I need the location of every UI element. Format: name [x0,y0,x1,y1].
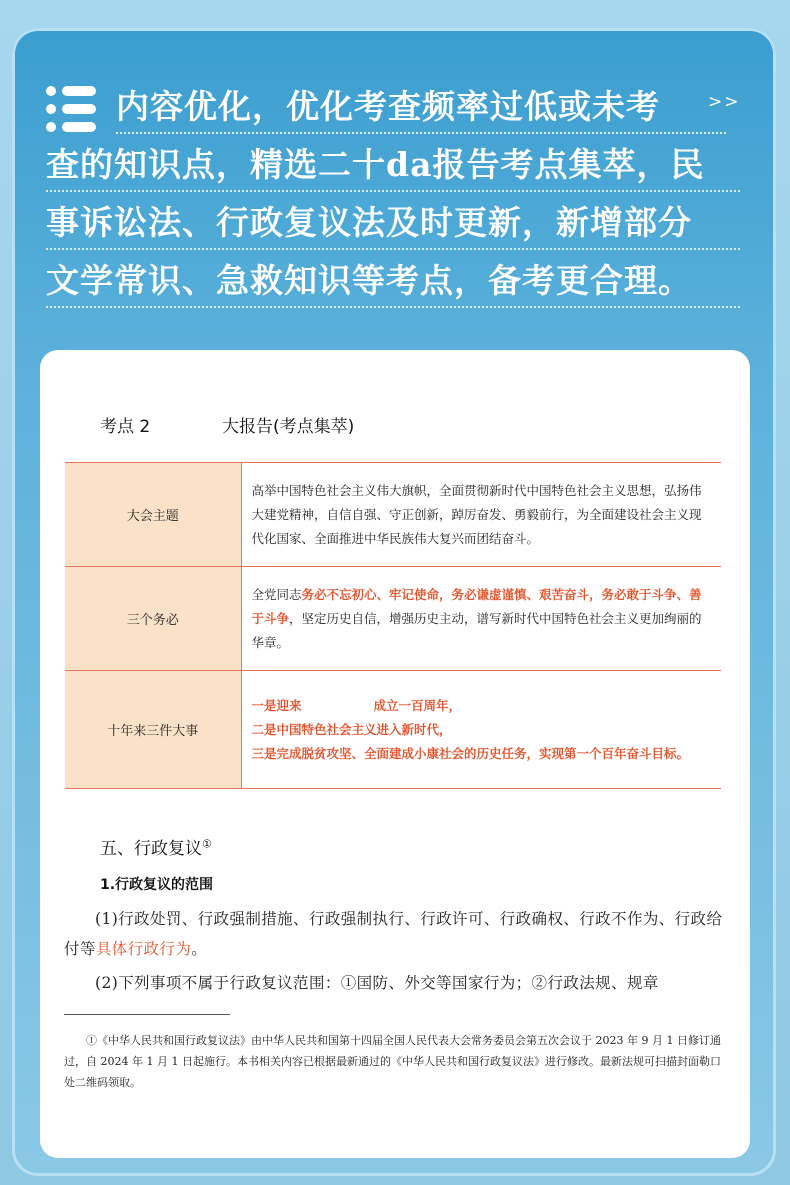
chapter-heading: 五、行政复议① [100,837,212,859]
row-label: 大会主题 [65,463,241,567]
table-row [65,671,721,789]
row-content: 高举中国特色社会主义伟大旗帜，全面贯彻新时代中国特色社会主义思想，弘扬伟大建党精神，自信自强、守正创新，踔厉奋发、勇毅前行，为全面建设社会主义现代化国家、全面推进中华民族伟大复兴而团结奋斗。 [241,463,721,567]
headline-line-3: 事诉讼法、行政复议法及时更新，新增部分 [46,200,740,250]
paragraph-1: (1)行政处罚、行政强制措施、行政强制执行、行政许可、行政确权、行政不作为、行政给付等具体行政行为。 [64,910,723,958]
row-content [241,567,721,671]
event-line-2: 二是中国特色社会主义进入新时代， [251,721,452,737]
table-row [65,567,721,671]
event-line-3: 三是完成脱贫攻坚、全面建成小康社会的历史任务，实现第一个百年奋斗目标。 [251,745,690,761]
headline-line-1: 内容优化，优化考查频率过低或未考 [116,84,726,134]
table-row [65,463,721,567]
content-pre: 全党同志 [251,586,302,602]
subheading: 1.行政复议的范围 [100,877,214,893]
row-label: 三个务必 [65,567,241,671]
highlight-text: 具体行政行为 [95,940,192,958]
section-name: 大报告(考点集萃) [222,417,355,437]
row-label: 十年来三件大事 [65,671,241,789]
chevron-right-icon: >> [708,92,741,112]
headline-line-2: 查的知识点，精选二十da报告考点集萃，民 [46,142,740,192]
event-line-1: 一是迎来 成立一百周年， [251,697,462,713]
content-post: ，坚定历史自信，增强历史主动，谱写新时代中国特色社会主义更加绚丽的华章。 [251,610,702,650]
section-number: 考点 2 [100,417,151,437]
list-icon [46,86,98,132]
footnote-divider [64,1014,230,1015]
footnote-marker: ① [202,837,212,851]
row-content [241,671,721,789]
book-page [40,350,750,1158]
key-points-table [65,462,721,789]
headline-line-4: 文学常识、急救知识等考点，备考更合理。 [46,258,740,308]
footnote: ①《中华人民共和国行政复议法》由中华人民共和国第十四届全国人民代表大会常务委员会第五次会议于 2023 年 9 月 1 日修订通过，自 2024 年 1 月 1 日起施行。本书相关内容已根据最新通过的《中华人民共和国行政复议法》进行修改。最新法规可扫描封面勒口处二维码领取。 [64,1034,721,1089]
paragraph-2: (2)下列事项不属于行政复议范围：①国防、外交等国家行为；②行政法规、规章 [95,974,659,992]
content-highlight: 务必不忘初心、牢记使命，务必谦虚谨慎、艰苦奋斗，务必敢于斗争、善于斗争 [251,586,702,626]
